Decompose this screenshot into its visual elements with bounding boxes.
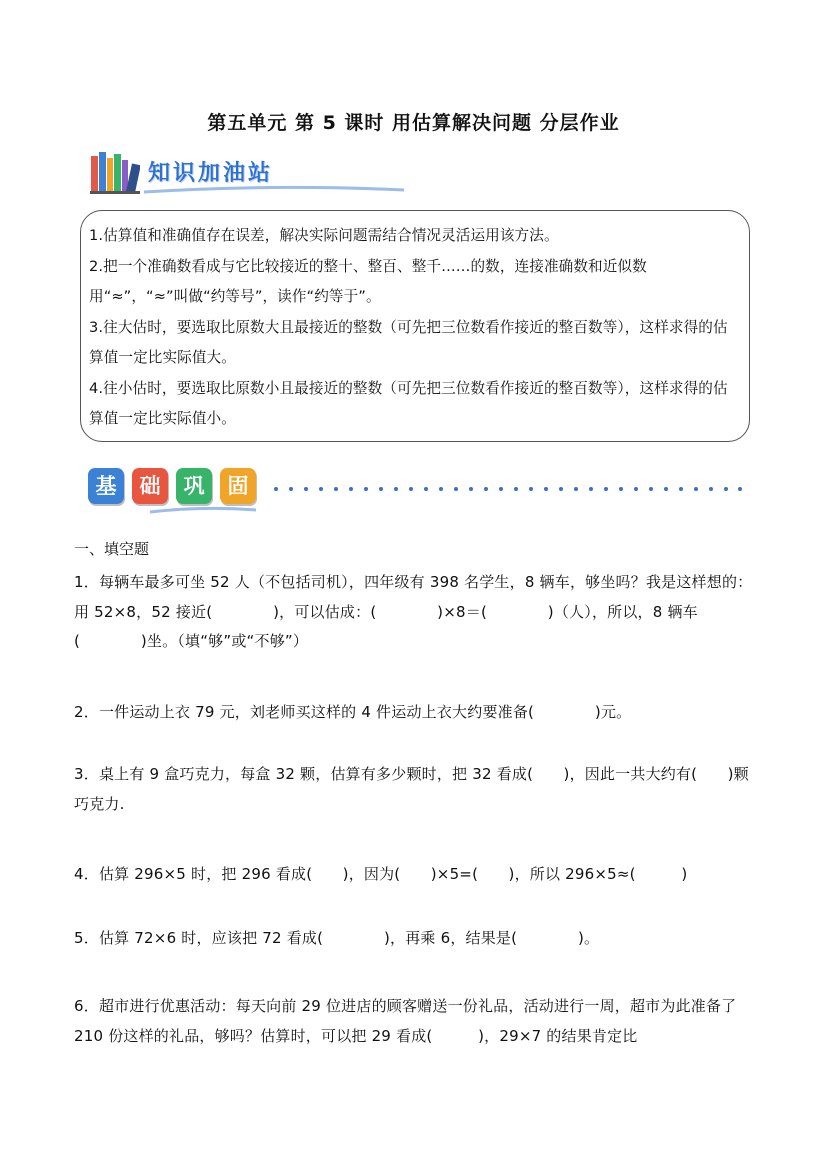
question-2: 2．一件运动上衣 79 元，刘老师买这样的 4 件运动上衣大约要准备( )元。 [74, 703, 632, 721]
basic-tile-4: 固 [220, 468, 256, 504]
section-title: 一、填空题 [74, 540, 150, 558]
dotted-divider [273, 486, 743, 492]
knowledge-item-2: 2.把一个准确数看成与它比较接近的整十、整百、整千……的数，连接准确数和近似数用“≈”，“≈”叫做“约等号”，读作“约等于”。 [89, 257, 647, 305]
question-1: 1．每辆车最多可坐 52 人（不包括司机），四年级有 398 名学生，8 辆车，够坐吗？我是这样想的：用 52×8，52 接近( )，可以估成：( )×8＝( )（人），所以，8 辆车( )坐。（填“够”或“不够”） [74, 573, 753, 650]
knowledge-item-4: 4.往小估时，要选取比原数小且最接近的整数（可先把三位数看作接近的整百数等），这样求得的估算值一定比实际值小。 [89, 379, 728, 427]
knowledge-banner-label: 知识加油站 [148, 161, 274, 186]
question-5: 5．估算 72×6 时，应该把 72 看成( )，再乘 6，结果是( )。 [74, 929, 600, 947]
basic-tile-3: 巩 [176, 468, 212, 504]
knowledge-item-3: 3.往大估时，要选取比原数大且最接近的整数（可先把三位数看作接近的整百数等），这样求得的估算值一定比实际值大。 [89, 318, 728, 366]
basic-banner-underline [148, 504, 258, 516]
basic-banner [88, 462, 748, 518]
question-6: 6．超市进行优惠活动：每天向前 29 位进店的顾客赠送一份礼品，活动进行一周，超市为此准备了 210 份这样的礼品，够吗？估算时，可以把 29 看成( )，29×7 的结果肯定比 [74, 997, 737, 1045]
question-4: 4．估算 296×5 时，把 296 看成( )，因为( )×5=( )，所以 296×5≈( ) [74, 865, 688, 883]
basic-tile-1: 基 [88, 468, 124, 504]
knowledge-box [80, 210, 750, 442]
knowledge-item-1: 1.估算值和准确值存在误差，解决实际问题需结合情况灵活运用该方法。 [89, 227, 559, 244]
books-icon [90, 150, 140, 194]
basic-tile-2: 础 [132, 468, 168, 504]
page-title: 第五单元 第 5 课时 用估算解决问题 分层作业 [207, 112, 620, 134]
banner-underline [142, 182, 407, 196]
question-3: 3．桌上有 9 盒巧克力，每盒 32 颗，估算有多少颗时，把 32 看成( )，因此一共大约有( )颗巧克力. [74, 765, 749, 813]
